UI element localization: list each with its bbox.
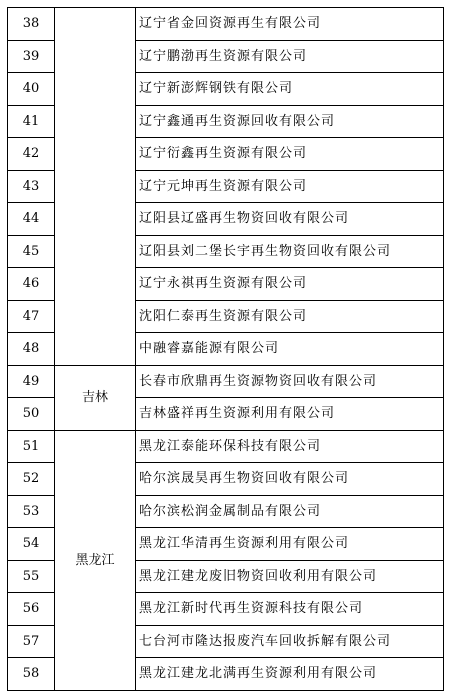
company-name: 辽宁永祺再生资源有限公司 [136, 268, 444, 301]
company-name: 沈阳仁泰再生资源有限公司 [136, 300, 444, 333]
company-name: 中融睿嘉能源有限公司 [136, 333, 444, 366]
table-row [8, 430, 444, 463]
company-name: 辽宁鹏渤再生资源有限公司 [136, 40, 444, 73]
province-cell: 吉林 [55, 365, 136, 430]
row-number: 58 [8, 658, 55, 691]
company-name: 辽宁鑫通再生资源回收有限公司 [136, 105, 444, 138]
company-name: 辽宁省金回资源再生有限公司 [136, 8, 444, 41]
row-number: 52 [8, 463, 55, 496]
row-number: 57 [8, 625, 55, 658]
province-cell [55, 8, 136, 366]
company-name: 哈尔滨晟昊再生物资回收有限公司 [136, 463, 444, 496]
company-name: 黑龙江华清再生资源利用有限公司 [136, 528, 444, 561]
row-number: 42 [8, 138, 55, 171]
row-number: 44 [8, 203, 55, 236]
row-number: 43 [8, 170, 55, 203]
company-name: 辽阳县刘二堡长宇再生物资回收有限公司 [136, 235, 444, 268]
row-number: 39 [8, 40, 55, 73]
row-number: 38 [8, 8, 55, 41]
row-number: 50 [8, 398, 55, 431]
row-number: 49 [8, 365, 55, 398]
table-row [8, 365, 444, 398]
row-number: 46 [8, 268, 55, 301]
company-name: 辽宁衍鑫再生资源有限公司 [136, 138, 444, 171]
row-number: 54 [8, 528, 55, 561]
company-name: 辽阳县辽盛再生物资回收有限公司 [136, 203, 444, 236]
table-row [8, 8, 444, 41]
row-number: 55 [8, 560, 55, 593]
company-list-table [7, 7, 444, 691]
company-name: 七台河市隆达报废汽车回收拆解有限公司 [136, 625, 444, 658]
company-name: 黑龙江建龙废旧物资回收利用有限公司 [136, 560, 444, 593]
company-name: 辽宁元坤再生资源有限公司 [136, 170, 444, 203]
company-name: 吉林盛祥再生资源利用有限公司 [136, 398, 444, 431]
row-number: 45 [8, 235, 55, 268]
company-name: 长春市欣鼎再生资源物资回收有限公司 [136, 365, 444, 398]
row-number: 56 [8, 593, 55, 626]
company-name: 哈尔滨松润金属制品有限公司 [136, 495, 444, 528]
row-number: 48 [8, 333, 55, 366]
company-name: 辽宁新澎辉钢铁有限公司 [136, 73, 444, 106]
row-number: 41 [8, 105, 55, 138]
company-name: 黑龙江建龙北满再生资源利用有限公司 [136, 658, 444, 691]
row-number: 47 [8, 300, 55, 333]
row-number: 40 [8, 73, 55, 106]
company-name: 黑龙江新时代再生资源科技有限公司 [136, 593, 444, 626]
company-name: 黑龙江泰能环保科技有限公司 [136, 430, 444, 463]
table-body [8, 8, 444, 691]
province-cell: 黑龙江 [55, 430, 136, 690]
row-number: 53 [8, 495, 55, 528]
row-number: 51 [8, 430, 55, 463]
